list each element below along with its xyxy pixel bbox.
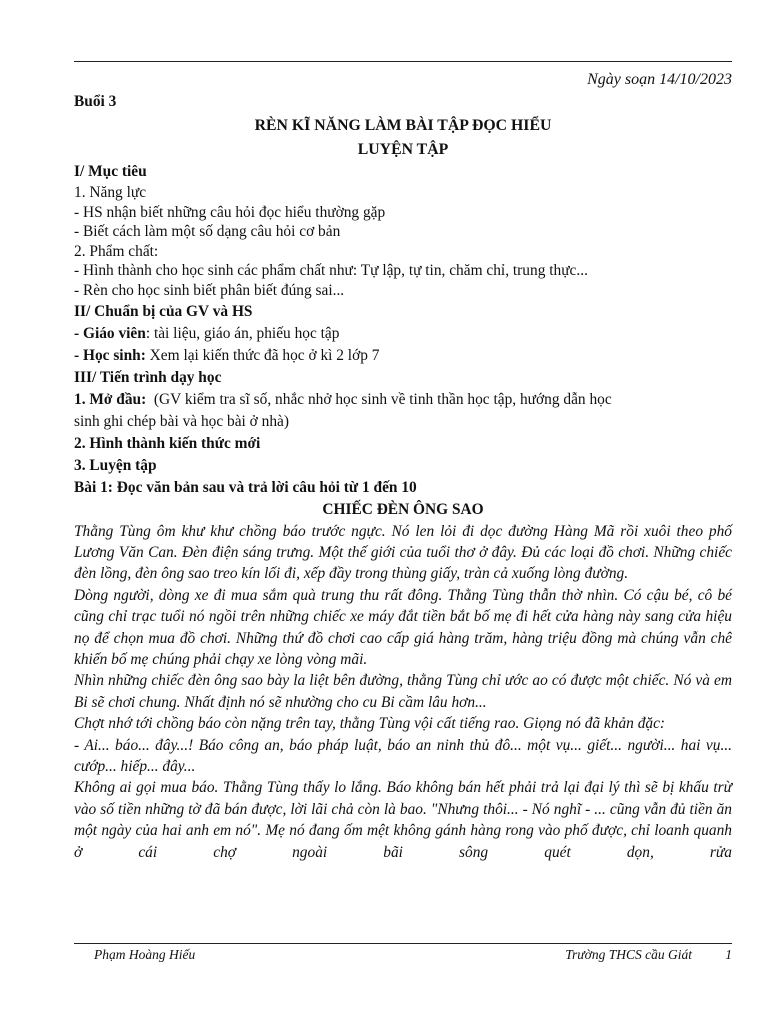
step-1-text: (GV kiểm tra sĩ số, nhắc nhở học sinh về tinh thần học tập, hướng dẫn học (146, 390, 612, 408)
page-number: 1 (725, 947, 732, 962)
objective-line: 1. Năng lực (74, 184, 147, 201)
footer-school: Trường THCS cầu Giát (565, 947, 692, 962)
teacher-text: : tài liệu, giáo án, phiếu học tập (145, 324, 340, 342)
teacher-label: - Giáo viên (74, 324, 146, 342)
exercise-title: Bài 1: Đọc văn bản sau và trả lời câu hỏi từ 1 đến 10 (74, 478, 417, 496)
story-paragraph: Chợt nhớ tới chồng báo còn nặng trên tay, thằng Tùng vội cất tiếng rao. Giọng nó đã khản đặc: (74, 715, 666, 733)
story-paragraph: Thằng Tùng ôm khư khư chồng báo trước ngực. Nó len lỏi đi dọc đường Hàng Mã rồi xuôi theo phố Lương Văn Can. Đèn điện sáng trưng. Một thế giới của tuổi thơ ở đây. Đủ các loại đồ chơi. Những chiếc đèn lồng, đèn ông sao treo kín lối đi, xếp đầy trong thùng giấy, tràn cả xuống lòng đường. (74, 522, 732, 583)
student-label: - Học sinh: (74, 346, 146, 364)
prep-heading: II/ Chuẩn bị của GV và HS (74, 302, 253, 320)
prep-teacher (74, 323, 732, 345)
step-3: 3. Luyện tập (74, 456, 157, 474)
step-1-label: 1. Mở đầu: (74, 390, 147, 408)
objective-line: - HS nhận biết những câu hỏi đọc hiểu thường gặp (74, 203, 386, 221)
prep-date: Ngày soạn 14/10/2023 (587, 71, 732, 88)
objective-line: - Biết cách làm một số dạng câu hỏi cơ bản (74, 223, 341, 241)
objective-line: - Rèn cho học sinh biết phân biết đúng sai... (74, 281, 345, 299)
step-1 (74, 389, 732, 411)
objective-line: 2. Phẩm chất: (74, 242, 159, 260)
story-paragraph: Dòng người, dòng xe đi mua sắm quà trung thu rất đông. Thằng Tùng thẫn thờ nhìn. Có cậu bé, cô bé cũng chỉ trạc tuổi nó ngồi trên những chiếc xe máy đắt tiền bắt bố mẹ đi hết cửa hàng này sang cửa hiệu nọ để chọn mua đồ chơi. Những thứ đồ chơi cao cấp giá hàng trăm, hàng triệu đồng mà chúng vẫn chê khiến bố mẹ chúng phải chạy xe lòng vòng mãi. (74, 586, 732, 668)
objective-line: - Hình thành cho học sinh các phẩm chất như: Tự lập, tự tin, chăm chỉ, trung thực... (74, 262, 588, 280)
story-paragraph: - Ai... báo... đây...! Báo công an, báo pháp luật, báo an ninh thủ đô... một vụ... giết... người... hai vụ... cướp... hiếp... đây... (74, 736, 732, 776)
story-paragraph: Không ai gọi mua báo. Thằng Tùng thấy lo lắng. Báo không bán hết phải trả lại đại lý thì sẽ bị khấu trừ vào số tiền những tờ đã bán được, lời lãi chả còn là bao. "Nhưng thôi... - Nó nghĩ - ... cũng vẫn đủ tiền ăn một ngày của hai anh em nó". Mẹ nó đang ốm mệt không gánh hàng rong vào phố được, chỉ loanh quanh ở cái chợ ngoài bãi sông quét dọn, rửa (74, 779, 732, 861)
footer-rule (74, 943, 732, 944)
student-text: Xem lại kiến thức đã học ở kì 2 lớp 7 (145, 346, 380, 364)
session-label: Buổi 3 (74, 93, 117, 110)
objectives-heading: I/ Mục tiêu (74, 163, 147, 180)
footer-author: Phạm Hoàng Hiếu (94, 947, 196, 962)
header-rule (74, 61, 732, 62)
prep-student (74, 345, 732, 367)
main-title: RÈN KĨ NĂNG LÀM BÀI TẬP ĐỌC HIỂU (254, 117, 552, 134)
step-1-cont: sinh ghi chép bài và học bài ở nhà) (74, 412, 289, 430)
sub-title: LUYỆN TẬP (357, 141, 449, 158)
document-body (74, 69, 732, 863)
step-2: 2. Hình thành kiến thức mới (74, 434, 261, 452)
process-heading: III/ Tiến trình dạy học (74, 368, 222, 386)
story-text (74, 521, 732, 864)
story-paragraph: Nhìn những chiếc đèn ông sao bày la liệt bên đường, thằng Tùng chỉ ước ao có được một chiếc. Nó và em Bi sẽ chơi chung. Nhất định nó sẽ nhường cho cu Bi cầm lâu hơn... (74, 672, 732, 711)
story-title: CHIẾC ĐÈN ÔNG SAO (322, 500, 484, 518)
